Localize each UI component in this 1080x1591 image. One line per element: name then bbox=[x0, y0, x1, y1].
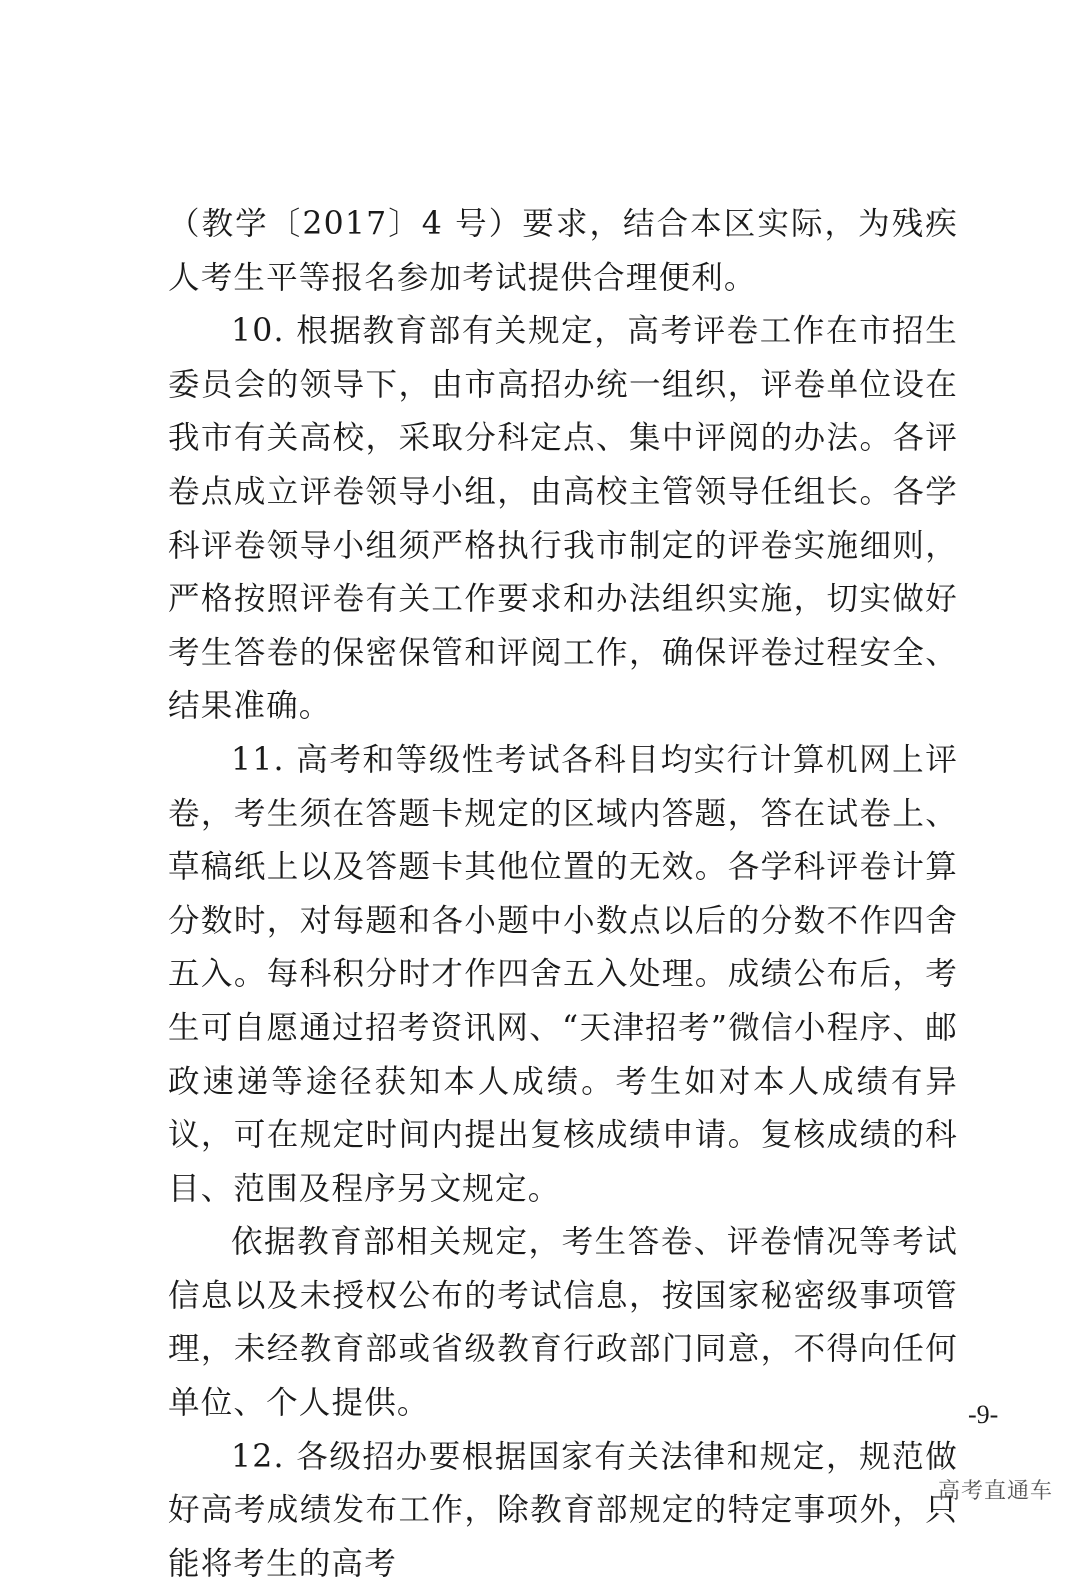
paragraph-item-12: 12. 各级招办要根据国家有关法律和规定，规范做好高考成绩发布工作，除教育部规定的特定事项外，只能将考生的高考 bbox=[168, 1438, 958, 1582]
paragraph-continuation: （教学〔2017〕4 号）要求，结合本区实际，为残疾人考生平等报名参加考试提供合理便利。 bbox=[168, 206, 958, 296]
watermark-label: 高考直通车 bbox=[938, 1479, 1054, 1504]
paragraph-confidentiality: 依据教育部相关规定，考生答卷、评卷情况等考试信息以及未授权公布的考试信息，按国家秘密级事项管理，未经教育部或省级教育行政部门同意，不得向任何单位、个人提供。 bbox=[168, 1224, 958, 1422]
paragraph-item-10: 10. 根据教育部有关规定，高考评卷工作在市招生委员会的领导下，由市高招办统一组织，评卷单位设在我市有关高校，采取分科定点、集中评阅的办法。各评卷点成立评卷领导小组，由高校主管领导任组长。各学科评卷领导小组须严格执行我市制定的评卷实施细则，严格按照评卷有关工作要求和办法组织实施，切实做好考生答卷的保密保管和评阅工作，确保评卷过程安全、结果准确。 bbox=[168, 313, 958, 725]
page-number: -9- bbox=[968, 1400, 999, 1429]
paragraph-item-11: 11. 高考和等级性考试各科目均实行计算机网上评卷，考生须在答题卡规定的区域内答题，答在试卷上、草稿纸上以及答题卡其他位置的无效。各学科评卷计算分数时，对每题和各小题中小数点以后的分数不作四舍五入。每科积分时才作四舍五入处理。成绩公布后，考生可自愿通过招考资讯网、“天津招考”微信小程序、邮政速递等途径获知本人成绩。考生如对本人成绩有异议，可在规定时间内提出复核成绩申请。复核成绩的科目、范围及程序另文规定。 bbox=[168, 741, 958, 1207]
body-text bbox=[168, 198, 958, 1591]
